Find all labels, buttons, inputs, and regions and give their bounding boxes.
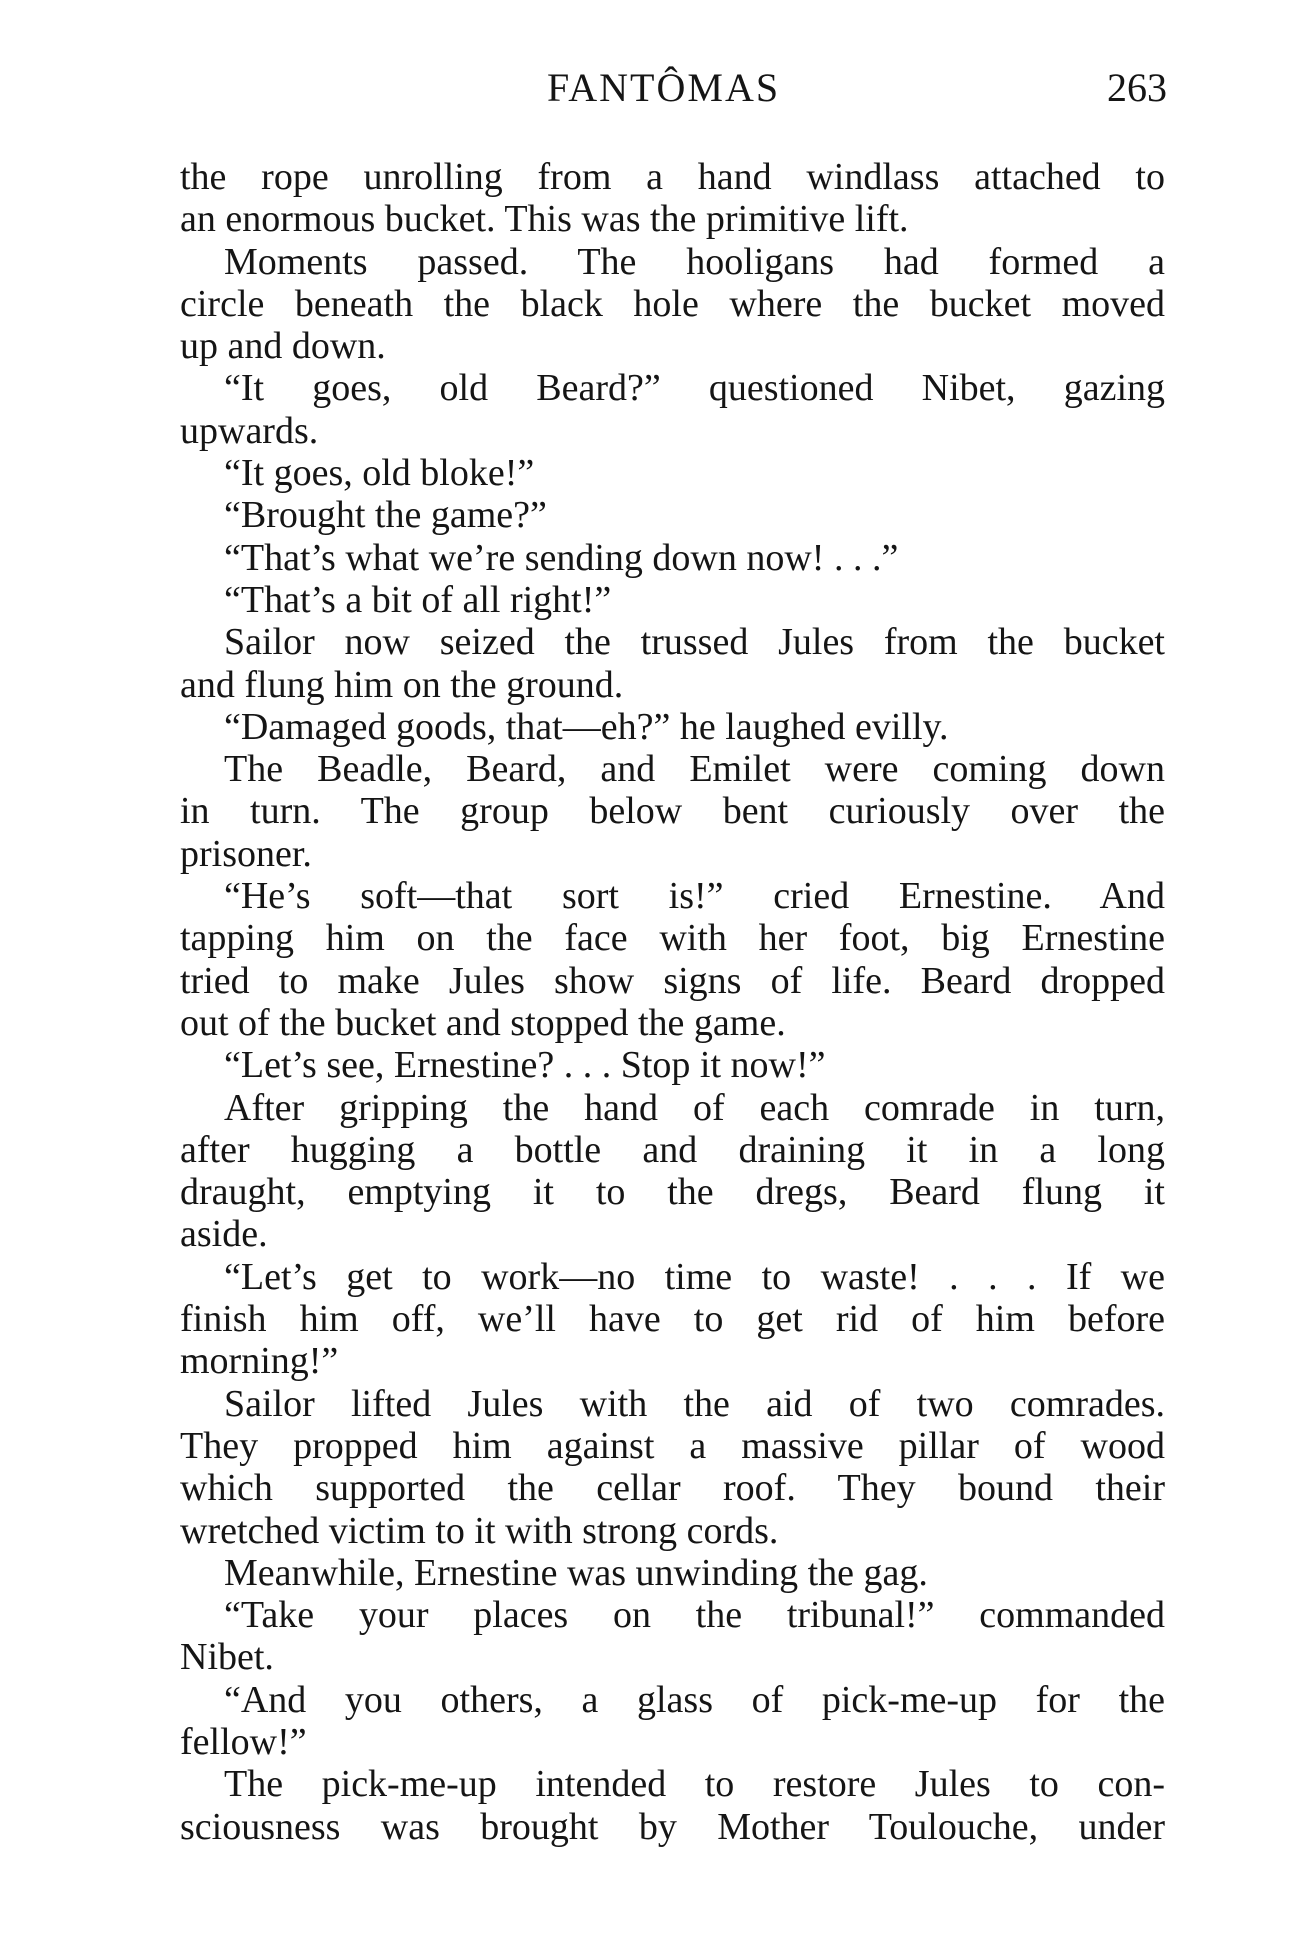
text-line: “That’s what we’re sending down now! . . .” [224, 536, 899, 579]
text-line: They propped him against a massive pillar of wood [180, 1424, 1165, 1467]
text-line: the rope unrolling from a hand windlass attached to [180, 156, 1165, 198]
page-number: 263 [1107, 65, 1167, 110]
text-line: Sailor lifted Jules with the aid of two comrades. [224, 1382, 1165, 1425]
text-line: out of the bucket and stopped the game. [180, 1001, 786, 1044]
text-line: aside. [180, 1213, 268, 1256]
text-line: Meanwhile, Ernestine was unwinding the gag. [224, 1551, 928, 1594]
text-line: morning!” [180, 1340, 339, 1383]
text-line: “And you others, a glass of pick-me-up for the [224, 1678, 1165, 1721]
text-line: up and down. [180, 325, 386, 368]
text-line: After gripping the hand of each comrade in turn, [224, 1086, 1165, 1129]
text-line: The Beadle, Beard, and Emilet were coming down [224, 748, 1165, 791]
text-line: an enormous bucket. This was the primitive lift. [180, 198, 909, 241]
text-line: finish him off, we’ll have to get rid of him before [180, 1298, 1165, 1341]
text-line: wretched victim to it with strong cords. [180, 1509, 779, 1552]
text-line: Sailor now seized the trussed Jules from the bucket [224, 621, 1165, 664]
text-line: “Let’s see, Ernestine? . . . Stop it now!” [224, 1044, 826, 1087]
text-line: “That’s a bit of all right!” [224, 578, 612, 621]
text-line: after hugging a bottle and draining it in a long [180, 1128, 1165, 1171]
text-line: Moments passed. The hooligans had formed a [224, 240, 1165, 283]
text-line: “Brought the game?” [224, 494, 547, 537]
text-line: Nibet. [180, 1636, 274, 1679]
text-line: upwards. [180, 409, 319, 452]
running-header [182, 62, 1167, 114]
text-line: The pick-me-up intended to restore Jules to con- [224, 1763, 1165, 1806]
text-line: in turn. The group below bent curiously over the [180, 790, 1165, 833]
text-line: “Take your places on the tribunal!” commanded [224, 1594, 1165, 1637]
text-line: “Let’s get to work—no time to waste! . . . If we [224, 1255, 1165, 1298]
text-line: fellow!” [180, 1720, 307, 1763]
text-line: and flung him on the ground. [180, 663, 624, 706]
text-line: which supported the cellar roof. They bound their [180, 1467, 1165, 1510]
text-line: draught, emptying it to the dregs, Beard flung it [180, 1171, 1165, 1214]
text-line: tapping him on the face with her foot, big Ernestine [180, 917, 1165, 960]
text-line: circle beneath the black hole where the bucket moved [180, 282, 1165, 325]
text-line: sciousness was brought by Mother Toulouche, under [180, 1805, 1165, 1848]
text-line: prisoner. [180, 832, 312, 875]
text-line: tried to make Jules show signs of life. Beard dropped [180, 959, 1165, 1002]
text-line: “It goes, old bloke!” [224, 452, 535, 495]
running-title: FANTÔMAS [547, 65, 781, 110]
body-text [180, 156, 1165, 1848]
text-line: “He’s soft—that sort is!” cried Ernestine. And [224, 875, 1165, 918]
text-line: “It goes, old Beard?” questioned Nibet, gazing [224, 367, 1165, 410]
text-line: “Damaged goods, that—eh?” he laughed evilly. [224, 705, 949, 748]
